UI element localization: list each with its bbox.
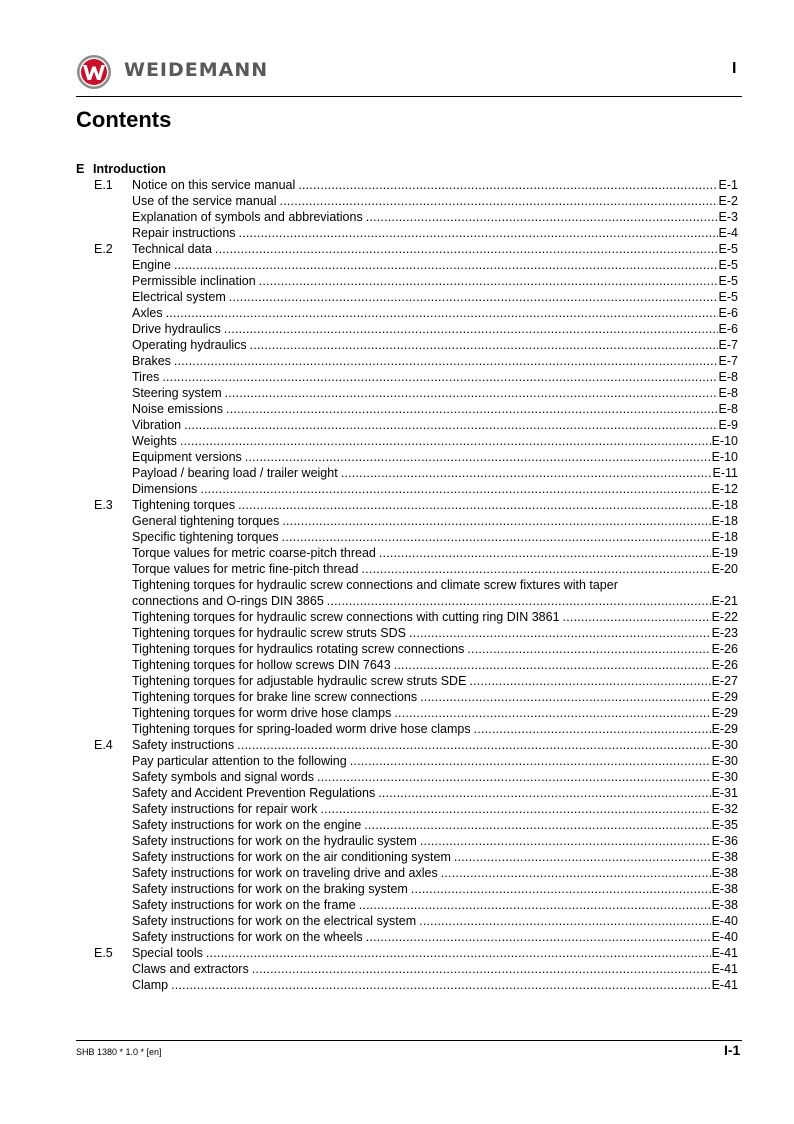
toc-title: Operating hydraulics: [132, 338, 247, 352]
toc-row-entry[interactable]: [76, 545, 738, 561]
toc-row-entry[interactable]: [76, 961, 738, 977]
toc-number: E: [76, 162, 85, 176]
toc-page-ref: E-4: [718, 226, 738, 240]
page-number: I-1: [724, 1042, 741, 1058]
toc-title: Brakes: [132, 354, 171, 368]
toc-row-entry[interactable]: [76, 321, 738, 337]
dot-leader: [469, 673, 710, 689]
dot-leader: [174, 257, 718, 273]
toc-page-ref: E-5: [718, 258, 738, 272]
dot-leader: [200, 481, 710, 497]
toc-row-entry[interactable]: [76, 833, 738, 849]
toc-page-ref: E-38: [711, 850, 738, 864]
dot-leader: [237, 737, 710, 753]
toc-page-ref: E-30: [711, 754, 738, 768]
toc-title: Safety instructions for work on the wheels: [132, 930, 363, 944]
toc-page-ref: E-7: [718, 338, 738, 352]
toc-title: Repair instructions: [132, 226, 236, 240]
toc-row-entry[interactable]: [76, 673, 738, 689]
dot-leader: [441, 865, 711, 881]
toc-row-entry[interactable]: [76, 865, 738, 881]
toc-page-ref: E-29: [711, 690, 738, 704]
toc-row-entry[interactable]: [76, 801, 738, 817]
toc-title: Torque values for metric fine-pitch thread: [132, 562, 359, 576]
toc-title: Tightening torques for hollow screws DIN 7643: [132, 658, 391, 672]
toc-title: Torque values for metric coarse-pitch thread: [132, 546, 376, 560]
dot-leader: [180, 433, 711, 449]
toc-title: Technical data: [132, 242, 212, 256]
toc-number: E.1: [94, 178, 113, 192]
toc-title: Tightening torques for adjustable hydraulic screw struts SDE: [132, 674, 467, 688]
toc-page-ref: E-22: [711, 610, 738, 624]
chapter-mark: I: [732, 60, 737, 77]
dot-leader: [206, 945, 711, 961]
dot-leader: [184, 417, 717, 433]
header-rule: [76, 96, 742, 97]
toc-page-ref: E-8: [718, 386, 738, 400]
toc-title: Tightening torques for hydraulic screw struts SDS: [132, 626, 406, 640]
toc-title: Use of the service manual: [132, 194, 277, 208]
toc-row-entry[interactable]: [76, 513, 738, 529]
toc-row-chapter[interactable]: [76, 161, 738, 177]
toc-page-ref: E-30: [711, 738, 738, 752]
toc-title: Tightening torques for hydraulic screw connections and climate screw fixtures with taper: [132, 578, 618, 592]
dot-leader: [359, 897, 711, 913]
toc-title: Safety instructions for work on the engine: [132, 818, 362, 832]
toc-row-entry[interactable]: [76, 209, 738, 225]
toc-page-ref: E-41: [711, 962, 738, 976]
dot-leader: [226, 401, 718, 417]
toc-title: General tightening torques: [132, 514, 280, 528]
toc-page-ref: E-38: [711, 882, 738, 896]
toc-title: Safety and Accident Prevention Regulations: [132, 786, 376, 800]
toc-row-entry[interactable]: [76, 705, 738, 721]
toc-page-ref: E-11: [712, 466, 738, 480]
dot-leader: [341, 465, 712, 481]
weidemann-logo-icon: [76, 54, 112, 90]
toc-row-wrap[interactable]: [76, 577, 738, 593]
toc-title: Equipment versions: [132, 450, 242, 464]
toc-page-ref: E-3: [718, 210, 738, 224]
toc-row-entry[interactable]: [76, 401, 738, 417]
dot-leader: [327, 593, 711, 609]
toc-row-entry[interactable]: [76, 305, 738, 321]
toc-row-entry[interactable]: [76, 769, 738, 785]
dot-leader: [411, 881, 711, 897]
toc-row-entry[interactable]: [76, 721, 738, 737]
toc-row-entry[interactable]: [76, 337, 738, 353]
toc-page-ref: E-19: [711, 546, 738, 560]
dot-leader: [225, 385, 718, 401]
dot-leader: [282, 529, 711, 545]
toc-row-entry[interactable]: [76, 881, 738, 897]
dot-leader: [317, 769, 711, 785]
toc-row-entry[interactable]: [76, 417, 738, 433]
toc-page-ref: E-18: [711, 514, 738, 528]
toc-number: E.3: [94, 498, 113, 512]
toc-row-entry[interactable]: [76, 929, 738, 945]
dot-leader: [379, 545, 711, 561]
toc-row-entry[interactable]: [76, 785, 738, 801]
toc-page-ref: E-9: [718, 418, 738, 432]
toc-page-ref: E-40: [711, 930, 738, 944]
toc-page-ref: E-26: [711, 658, 738, 672]
dot-leader: [366, 209, 718, 225]
dot-leader: [224, 321, 718, 337]
toc-row-entry[interactable]: [76, 257, 738, 273]
toc-row-section[interactable]: [76, 177, 738, 193]
toc-row-entry[interactable]: [76, 817, 738, 833]
toc-page-ref: E-29: [711, 722, 738, 736]
toc-row-entry[interactable]: [76, 753, 738, 769]
toc-title: Drive hydraulics: [132, 322, 221, 336]
toc-row-entry[interactable]: [76, 561, 738, 577]
dot-leader: [409, 625, 711, 641]
toc-number: E.4: [94, 738, 113, 752]
toc-title: Specific tightening torques: [132, 530, 279, 544]
dot-leader: [474, 721, 711, 737]
toc-page-ref: E-32: [711, 802, 738, 816]
table-of-contents: [76, 161, 738, 993]
dot-leader: [215, 241, 718, 257]
toc-page-ref: E-38: [711, 866, 738, 880]
toc-row-entry[interactable]: [76, 625, 738, 641]
dot-leader: [419, 913, 710, 929]
toc-page-ref: E-26: [711, 642, 738, 656]
toc-row-entry[interactable]: [76, 385, 738, 401]
toc-title: Permissible inclination: [132, 274, 256, 288]
toc-title: Steering system: [132, 386, 222, 400]
toc-title: Tightening torques for worm drive hose clamps: [132, 706, 392, 720]
toc-row-section[interactable]: [76, 737, 738, 753]
dot-leader: [366, 929, 711, 945]
toc-row-entry[interactable]: [76, 977, 738, 993]
toc-title: Safety instructions: [132, 738, 235, 752]
toc-row-entry[interactable]: [76, 609, 738, 625]
toc-row-entry[interactable]: [76, 225, 738, 241]
toc-title: Safety instructions for work on the frame: [132, 898, 356, 912]
toc-title: Explanation of symbols and abbreviations: [132, 210, 363, 224]
dot-leader: [252, 961, 711, 977]
toc-page-ref: E-6: [718, 306, 738, 320]
toc-title: Safety instructions for work on the hydraulic system: [132, 834, 417, 848]
toc-row-entry[interactable]: [76, 369, 738, 385]
dot-leader: [350, 753, 711, 769]
toc-row-entry[interactable]: [76, 449, 738, 465]
dot-leader: [238, 497, 711, 513]
toc-page-ref: E-18: [711, 530, 738, 544]
toc-page-ref: E-41: [711, 978, 738, 992]
toc-title: Safety instructions for work on the electrical system: [132, 914, 417, 928]
toc-number: E.5: [94, 946, 113, 960]
dot-leader: [259, 273, 718, 289]
toc-page-ref: E-8: [718, 370, 738, 384]
toc-title: Dimensions: [132, 482, 198, 496]
dot-leader: [171, 977, 710, 993]
toc-row-entry[interactable]: [76, 849, 738, 865]
toc-page-ref: E-10: [711, 434, 738, 448]
toc-title: Tightening torques for spring-loaded worm drive hose clamps: [132, 722, 471, 736]
toc-title: Electrical system: [132, 290, 226, 304]
toc-title: Axles: [132, 306, 163, 320]
toc-row-entry[interactable]: [76, 913, 738, 929]
dot-leader: [239, 225, 718, 241]
toc-page-ref: E-27: [711, 674, 738, 688]
toc-title: Safety instructions for work on the braking system: [132, 882, 408, 896]
toc-row-section[interactable]: [76, 497, 738, 513]
dot-leader: [454, 849, 711, 865]
dot-leader: [563, 609, 711, 625]
toc-row-entry[interactable]: [76, 433, 738, 449]
toc-title: Special tools: [132, 946, 203, 960]
toc-row-entry[interactable]: [76, 641, 738, 657]
toc-title: Tightening torques for brake line screw connections: [132, 690, 418, 704]
toc-row-entry[interactable]: [76, 289, 738, 305]
dot-leader: [362, 561, 711, 577]
toc-page-ref: E-31: [711, 786, 738, 800]
toc-page-ref: E-10: [711, 450, 738, 464]
dot-leader: [378, 785, 710, 801]
dot-leader: [467, 641, 710, 657]
document-id: SHB 1380 * 1.0 * [en]: [76, 1047, 162, 1057]
toc-page-ref: E-8: [718, 402, 738, 416]
toc-page-ref: E-41: [711, 946, 738, 960]
toc-title: Notice on this service manual: [132, 178, 296, 192]
dot-leader: [420, 689, 710, 705]
toc-row-entry[interactable]: [76, 593, 738, 609]
dot-leader: [166, 305, 718, 321]
dot-leader: [298, 177, 717, 193]
toc-title: Safety symbols and signal words: [132, 770, 315, 784]
toc-title: Weights: [132, 434, 177, 448]
dot-leader: [162, 369, 717, 385]
toc-page-ref: E-40: [711, 914, 738, 928]
dot-leader: [250, 337, 718, 353]
toc-title: Claws and extractors: [132, 962, 249, 976]
dot-leader: [245, 449, 711, 465]
toc-title: Tightening torques for hydraulics rotating screw connections: [132, 642, 465, 656]
dot-leader: [420, 833, 711, 849]
toc-title: Tightening torques: [132, 498, 236, 512]
dot-leader: [394, 657, 711, 673]
toc-row-entry[interactable]: [76, 353, 738, 369]
toc-title: Vibration: [132, 418, 182, 432]
toc-row-section[interactable]: [76, 945, 738, 961]
toc-number: E.2: [94, 242, 113, 256]
toc-title: Safety instructions for work on traveling drive and axles: [132, 866, 438, 880]
toc-page-ref: E-21: [711, 594, 738, 608]
toc-row-entry[interactable]: [76, 897, 738, 913]
toc-title: Introduction: [93, 162, 166, 176]
toc-page-ref: E-23: [711, 626, 738, 640]
toc-title: Safety instructions for work on the air conditioning system: [132, 850, 451, 864]
toc-title: Safety instructions for repair work: [132, 802, 318, 816]
toc-page-ref: E-38: [711, 898, 738, 912]
page-title: Contents: [76, 107, 172, 132]
toc-page-ref: E-7: [718, 354, 738, 368]
toc-page-ref: E-5: [718, 290, 738, 304]
footer-rule: [76, 1040, 742, 1041]
toc-page-ref: E-5: [718, 242, 738, 256]
dot-leader: [174, 353, 718, 369]
toc-title: Engine: [132, 258, 171, 272]
toc-page-ref: E-35: [711, 818, 738, 832]
toc-row-entry[interactable]: [76, 273, 738, 289]
dot-leader: [321, 801, 711, 817]
toc-row-entry[interactable]: [76, 529, 738, 545]
toc-title: Clamp: [132, 978, 169, 992]
toc-page-ref: E-29: [711, 706, 738, 720]
toc-title: Pay particular attention to the following: [132, 754, 347, 768]
dot-leader: [280, 193, 718, 209]
toc-row-entry[interactable]: [76, 689, 738, 705]
toc-row-section[interactable]: [76, 241, 738, 257]
toc-page-ref: E-20: [711, 562, 738, 576]
toc-page-ref: E-1: [718, 178, 738, 192]
toc-row-entry[interactable]: [76, 193, 738, 209]
toc-page-ref: E-36: [711, 834, 738, 848]
toc-row-entry[interactable]: [76, 657, 738, 673]
toc-page-ref: E-12: [711, 482, 738, 496]
toc-page-ref: E-2: [718, 194, 738, 208]
toc-title: Tightening torques for hydraulic screw connections with cutting ring DIN 3861: [132, 610, 560, 624]
dot-leader: [229, 289, 718, 305]
toc-title: Payload / bearing load / trailer weight: [132, 466, 338, 480]
toc-title: Tires: [132, 370, 160, 384]
toc-row-entry[interactable]: [76, 481, 738, 497]
toc-row-entry[interactable]: [76, 465, 738, 481]
dot-leader: [282, 513, 710, 529]
dot-leader: [394, 705, 710, 721]
dot-leader: [364, 817, 710, 833]
toc-page-ref: E-18: [711, 498, 738, 512]
toc-title: Noise emissions: [132, 402, 224, 416]
toc-page-ref: E-6: [718, 322, 738, 336]
toc-page-ref: E-5: [718, 274, 738, 288]
toc-title: connections and O-rings DIN 3865: [132, 594, 324, 608]
brand-name: WEIDEMANN: [124, 59, 269, 81]
toc-page-ref: E-30: [711, 770, 738, 784]
